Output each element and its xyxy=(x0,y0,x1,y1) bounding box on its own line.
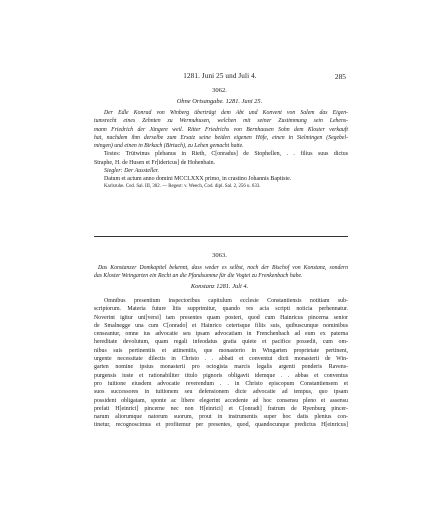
body-line: hereditate devolutum, quam regali infeodatus gratia quiete et pacifice possedit, cum om- xyxy=(94,339,348,346)
document-number-3062: 3062. xyxy=(212,87,227,94)
body-line: suos successores in tuitionem seu defensionem dicte advocatie ad tempus, quo ipsam xyxy=(94,389,348,396)
document-3062 xyxy=(94,109,348,190)
body-line: nibus suis pertinentiis et attinentiis, que monasterio in Wingarten proprietate pertinent, xyxy=(94,347,348,354)
body-line: narum aliorumque natorum suorum, prout in instrumentis super hoc datis plenius con- xyxy=(94,414,348,421)
running-head xyxy=(94,72,346,84)
body-line: Noverint igitur uni[versi] tam presentes quam posteri, quod cum Hainricus pincerna senior xyxy=(94,314,348,321)
body-line: pro tuitione eiusdem advocatie reverendum . . in Christo episcopum Constantiensem et xyxy=(94,380,348,387)
regest-line: Der Edle Konrad von Winberg überträgt dem Abt und Konvent von Salem das Eigen- xyxy=(104,110,348,116)
body-line: purgensis iuste et rationabiliter titulo pignoris obligavit idemque . . abbas et conventus xyxy=(94,372,348,379)
testes-3062 xyxy=(94,150,348,167)
body-line: censeantur, omne ius advocatie seu ipsam advocatiam in Frenchenbach ad eum ex paterna xyxy=(94,331,348,338)
regest-3062 xyxy=(94,109,348,150)
document-number-3063: 3063. xyxy=(212,252,227,259)
siegler-3062: Siegler: Der Aussteller. xyxy=(104,168,160,175)
regest-line: mingen) und einen in Birkach (Birtach), zu Lehen gemacht hatte. xyxy=(94,143,244,150)
body-line: prefati H[einrici] pincerne nec non H[einrici] et C[onradi] fratrum de Ryenburg pincer- xyxy=(94,405,348,412)
body-line: scriptorum. Materia future litis supprimitur, quando res acta scripti noticia perhennatur. xyxy=(94,306,348,313)
regest-line: mann Friedrich der Jüngere weil. Ritter Friedrichs von Bernhausen Sohn dem Kloster verkauft xyxy=(94,126,348,133)
source-note-3062: Karlsruhe. Cod. Sal. III, 302. — Regest: v. Weech, Cod. dipl. Sal. 2, 256 u. 633. xyxy=(104,184,261,190)
regest-line: tumsrecht eines Zehnten zu Wermuhusen, welchen mit seiner Zustimmung sein Lehens- xyxy=(94,118,348,125)
body-line: urgente necessitate dilectis in Christo . . abbati et conventui dicti monasterii de Win- xyxy=(94,356,348,363)
body-line: Omnibus presentium inspectoribus capitulum ecclesie Constantiensis notitiam sub- xyxy=(104,298,348,304)
page-number: 285 xyxy=(334,72,346,81)
dateline-3063: Konstanz 1281. Juli 4. xyxy=(190,283,249,290)
regest-line: hat, nachdem ihm derselbe zum Ersatz seine beiden eigenen Höfe, einen in Sielmingen (Segebel- xyxy=(94,134,348,141)
body-line: de Smalnegge una cum C[onrado] et Hainrico ceterisque filiis suis, quibuscunque nominibus xyxy=(94,322,348,329)
regest-3063 xyxy=(94,264,348,281)
text-line: Testes: Trütwinus plebanus in Rieth, C[onradus] de Stophellen, . . filius suus dictus xyxy=(104,151,348,158)
section-divider xyxy=(94,236,348,237)
regest-line: das Kloster Weingarten ein Recht an die Pfandsumme für die Vogtei zu Frenkenbach habe. xyxy=(94,273,303,280)
regest-line: Das Konstanzer Domkapitel bekennt, dass weder es selbst, noch der Bischof von Konstanz, sondern xyxy=(98,265,348,271)
text-line: Straphe, H. de Husen et Fr[idericus] de Hohenbain. xyxy=(94,159,216,166)
dateline-3062: Ohne Ortsangabe. 1281. Juni 25. xyxy=(176,98,263,105)
body-line: garten nomine ipsius monasterii pro octogista marcis legalis argenti ponderis Ravens- xyxy=(94,364,348,371)
body-line: possident obligatam, sponte ac libere elegerint accedente ad hoc consensu pleno et assensu xyxy=(94,397,348,404)
document-3063-body xyxy=(94,297,348,430)
body-line: tinetur, recognoscimus et profitemur per presentes, quod, quandocunque predictus H[einricus] xyxy=(94,422,348,429)
running-head-title: 1281. Juni 25 und Juli 4. xyxy=(183,72,257,80)
datum-3062: Datum et actum anno domini MCCLXXX primo, in crastino Johannis Baptiste. xyxy=(104,176,292,183)
